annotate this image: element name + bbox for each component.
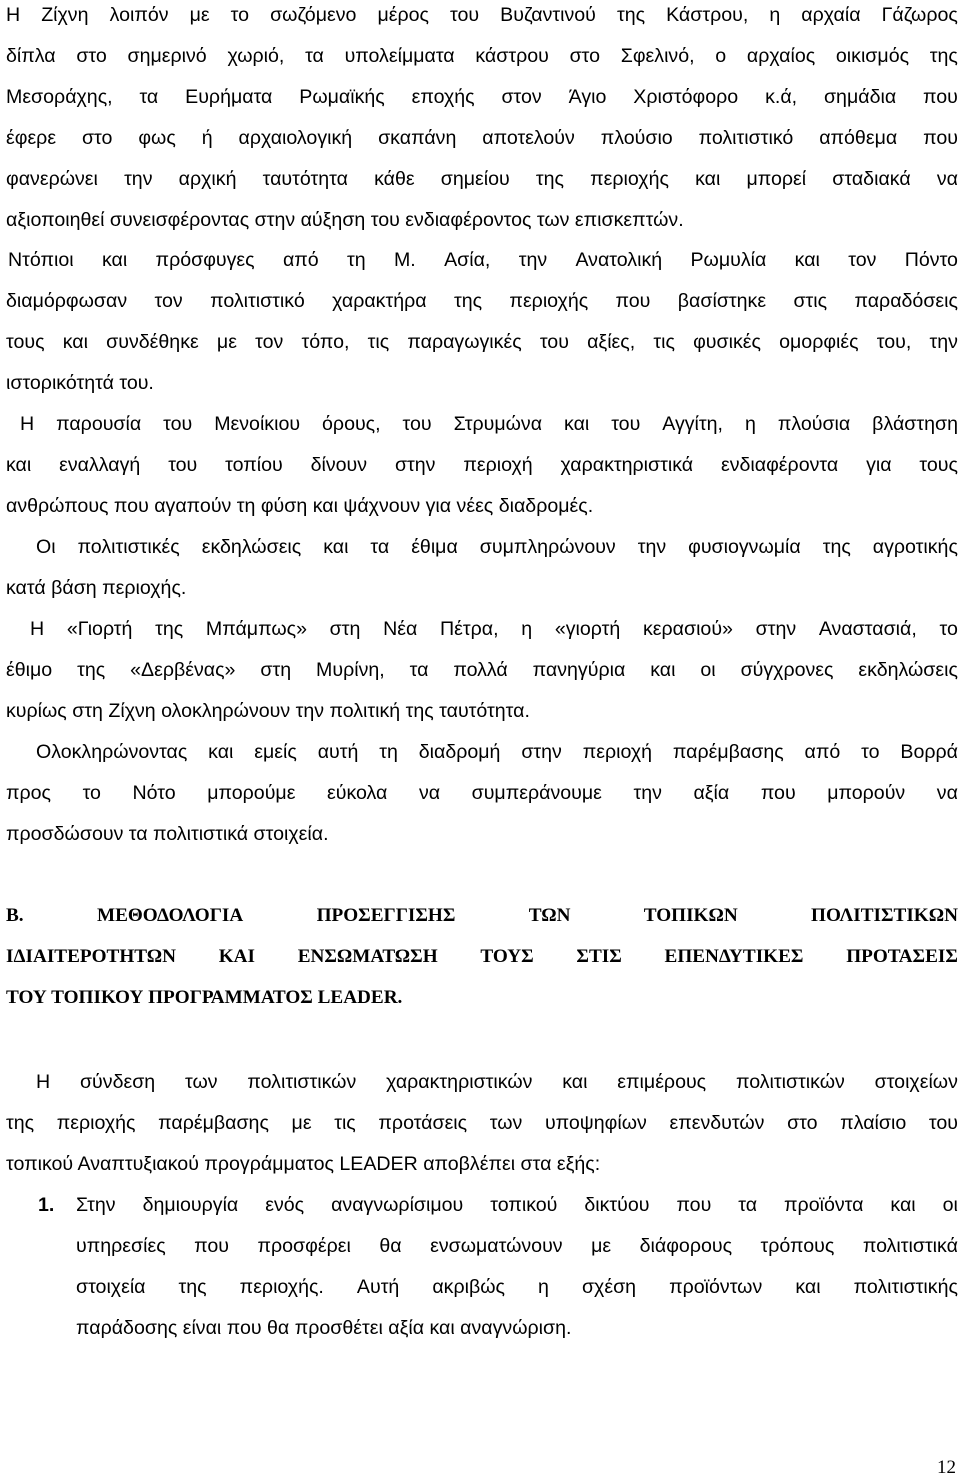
word: οικισμός	[835, 45, 910, 67]
word: το	[861, 741, 880, 763]
word: της	[77, 659, 106, 681]
word: τοπικού	[490, 1194, 558, 1216]
word: ΣΤΙΣ	[576, 946, 622, 967]
word: τα	[370, 536, 390, 558]
word: στην	[394, 454, 436, 476]
word: τη	[379, 741, 398, 763]
word: που	[615, 290, 651, 312]
word: σωζόμενο	[270, 4, 357, 26]
word: στοιχείων	[874, 1071, 958, 1093]
paragraph-1-line-1	[6, 3, 958, 27]
word: και	[6, 454, 32, 476]
paragraph-5-line-3: κυρίως στη Ζίχνη ολοκληρώνουν την πολιτική της ταυτότητα.	[6, 700, 530, 722]
word: με	[291, 1112, 312, 1134]
word: Νότο	[132, 782, 176, 804]
word: και	[208, 741, 234, 763]
word: ο	[715, 45, 727, 67]
word: εκδηλώσεις	[201, 536, 302, 558]
paragraph-5-line-2	[6, 658, 958, 682]
word: Β.	[6, 905, 24, 926]
word: δικτύου	[584, 1194, 650, 1216]
word: παρέμβασης	[672, 741, 784, 763]
word: χαρακτήρα	[332, 290, 427, 312]
word: απόθεμα	[819, 127, 898, 149]
word: δίνουν	[310, 454, 368, 476]
word: περιοχής	[590, 168, 669, 190]
word: τρόπους	[760, 1235, 835, 1257]
word: Άγιο	[568, 86, 607, 108]
word: Στρυμώνα	[453, 413, 543, 435]
word: και	[695, 168, 721, 190]
word: ενδιαφέροντα	[720, 454, 839, 476]
word: Η	[36, 1071, 51, 1093]
word: Ασία,	[444, 249, 491, 271]
word: στη	[260, 659, 292, 681]
word: σημερινό	[127, 45, 207, 67]
word: όρους,	[322, 413, 381, 435]
word: τα	[738, 1194, 758, 1216]
paragraph-3-line-2	[6, 453, 958, 477]
word: σταδιακά	[832, 168, 911, 190]
word: που	[923, 86, 958, 108]
word: Μ.	[393, 249, 416, 271]
word: Οι	[36, 536, 56, 558]
word: της	[616, 4, 646, 26]
word: πολιτιστικό	[698, 127, 794, 149]
word: «Γιορτή	[66, 618, 133, 640]
paragraph-2-line-4: ιστορικότητά του.	[6, 372, 154, 394]
word: δίπλα	[6, 45, 56, 67]
word: δημιουργία	[142, 1194, 239, 1216]
word: προτάσεις	[378, 1112, 468, 1134]
word: την	[633, 782, 662, 804]
word: διάφορους	[639, 1235, 733, 1257]
word: σύγχρονες	[740, 659, 834, 681]
word: το	[939, 618, 958, 640]
word: στον	[501, 86, 542, 108]
word: «Δερβένας»	[130, 659, 236, 681]
word: του	[168, 454, 198, 476]
word: την	[929, 331, 958, 353]
word: προϊόντων	[669, 1276, 763, 1298]
word: σχέση	[581, 1276, 637, 1298]
word: που	[760, 782, 796, 804]
word: τις	[334, 1112, 356, 1134]
word: εύκολα	[327, 782, 388, 804]
word: συμπληρώνουν	[479, 536, 616, 558]
word: τον	[848, 249, 877, 271]
paragraph-4-line-2: κατά βάση περιοχής.	[6, 577, 187, 599]
word: εμείς	[254, 741, 297, 763]
word: που	[676, 1194, 712, 1216]
word: ταυτότητα	[262, 168, 348, 190]
word: Πέτρα,	[440, 618, 499, 640]
word: υπολείμματα	[344, 45, 455, 67]
word: φανερώνει	[6, 168, 98, 190]
word: τη	[347, 249, 366, 271]
word: του	[928, 1112, 958, 1134]
word: ΤΟΥΣ	[480, 946, 534, 967]
word: της	[929, 45, 958, 67]
word: Γάζωρος	[881, 4, 958, 26]
word: μπορούμε	[207, 782, 296, 804]
paragraph-7-line-2	[6, 1111, 958, 1135]
word: του	[402, 413, 432, 435]
word: σημάδια	[823, 86, 897, 108]
word: προϊόντα	[784, 1194, 864, 1216]
word: την	[518, 249, 548, 271]
word: πλούσια	[777, 413, 851, 435]
word: από	[282, 249, 319, 271]
word: ΕΠΕΝΔΥΤΙΚΕΣ	[664, 946, 804, 967]
word: βασίστηκε	[677, 290, 767, 312]
word: Ολοκληρώνοντας	[36, 741, 188, 763]
word: έθιμα	[411, 536, 458, 558]
word: Αγγίτη,	[662, 413, 723, 435]
word: φυσιογνωμία	[688, 536, 801, 558]
word: να	[418, 782, 441, 804]
word: πολλά	[453, 659, 508, 681]
word: σύνδεση	[79, 1071, 156, 1093]
word: ΚΑΙ	[218, 946, 255, 967]
word: η	[521, 618, 533, 640]
word: ΠΡΟΤΑΣΕΙΣ	[846, 946, 958, 967]
word: λοιπόν	[109, 4, 169, 26]
word: ΤΩΝ	[528, 905, 571, 926]
word: ΜΕΘΟΔΟΛΟΓΙΑ	[96, 905, 244, 926]
word: στο	[76, 45, 107, 67]
word: αξία	[693, 782, 730, 804]
word: με	[189, 4, 210, 26]
word: που	[194, 1235, 229, 1257]
word: πρόσφυγες	[155, 249, 255, 271]
word: εποχής	[411, 86, 475, 108]
word: αγροτικής	[872, 536, 958, 558]
word: την	[124, 168, 153, 190]
paragraph-1-line-2	[6, 44, 958, 68]
word: με	[216, 331, 237, 353]
word: να	[936, 168, 958, 190]
paragraph-2-line-1	[8, 248, 958, 272]
word: αυτή	[317, 741, 359, 763]
word: ΙΔΙΑΙΤΕΡΟΤΗΤΩΝ	[6, 946, 176, 967]
paragraph-7-line-3: τοπικού Αναπτυξιακού προγράμματος LEADER αποβλέπει στα εξής:	[6, 1153, 601, 1175]
word: μέρος	[377, 4, 429, 26]
word: ΕΝΣΩΜΑΤΩΣΗ	[297, 946, 438, 967]
word: και	[564, 413, 590, 435]
word: Μπάμπως»	[205, 618, 307, 640]
word: προς	[6, 782, 52, 804]
word: διαμόρφωσαν	[6, 290, 128, 312]
word: πολιτιστικά	[862, 1235, 958, 1257]
word: αρχαιολογική	[238, 127, 353, 149]
word: Μεσοράχης,	[6, 86, 113, 108]
word: η	[744, 413, 756, 435]
word: το	[230, 4, 250, 26]
word: τις	[367, 331, 390, 353]
word: μπορεί	[746, 168, 807, 190]
section-heading-line-1	[6, 904, 958, 928]
paragraph-2-line-2	[6, 289, 958, 313]
word: στοιχεία	[76, 1276, 146, 1298]
word: το	[82, 782, 101, 804]
word: αρχαίος	[746, 45, 816, 67]
word: τα	[305, 45, 324, 67]
paragraph-6-line-1	[36, 740, 958, 764]
word: «γιορτή	[554, 618, 621, 640]
word: Η	[20, 413, 35, 435]
word: Ρωμυλία	[690, 249, 767, 271]
word: κερασιού»	[642, 618, 733, 640]
word: πλαίσιο	[840, 1112, 907, 1134]
word: ομορφιές	[779, 331, 859, 353]
word: τοπίου	[225, 454, 283, 476]
word: ενός	[265, 1194, 305, 1216]
word: αξίες,	[587, 331, 636, 353]
word: τον	[154, 290, 183, 312]
word: Ζίχνη	[41, 4, 89, 26]
word: της	[178, 1276, 207, 1298]
word: έθιμο	[6, 659, 53, 681]
word: συνδέθηκε	[106, 331, 199, 353]
word: του	[611, 413, 641, 435]
word: και	[794, 249, 820, 271]
word: του,	[876, 331, 912, 353]
word: στις	[793, 290, 828, 312]
paragraph-6-line-3: προσδώσουν τα πολιτιστικά στοιχεία.	[6, 823, 329, 845]
word: πλούσιο	[600, 127, 673, 149]
list-item-line-3	[76, 1275, 958, 1299]
paragraph-7-line-1	[36, 1070, 958, 1094]
word: κάθε	[374, 168, 415, 190]
word: και	[562, 1071, 588, 1093]
word: στην	[755, 618, 797, 640]
word: Βυζαντινού	[500, 4, 596, 26]
paragraph-2-line-3	[6, 330, 958, 354]
word: οι	[942, 1194, 958, 1216]
word: Ανατολική	[575, 249, 663, 271]
word: Ευρήματα	[185, 86, 273, 108]
word: έφερε	[6, 127, 57, 149]
word: τους	[919, 454, 958, 476]
list-item-line-4: παράδοσης είναι που θα προσθέτει αξία και αναγνώριση.	[76, 1317, 572, 1339]
paragraph-1-line-4	[6, 126, 958, 150]
word: Πόντο	[904, 249, 958, 271]
word: και	[890, 1194, 916, 1216]
word: Νέα	[383, 618, 418, 640]
word: των	[185, 1071, 218, 1093]
paragraph-6-line-2	[6, 781, 958, 805]
word: της	[6, 1112, 35, 1134]
word: πολιτιστικές	[77, 536, 180, 558]
section-heading-line-2	[6, 945, 958, 969]
paragraph-1-line-6: αξιοποιηθεί συνεισφέροντας στην αύξηση του ενδιαφέροντος των επισκεπτών.	[6, 209, 684, 231]
word: ακριβώς	[432, 1276, 505, 1298]
word: Η	[6, 4, 21, 26]
word: της	[822, 536, 851, 558]
word: Μυρίνη,	[316, 659, 385, 681]
list-item-number: 1.	[38, 1194, 55, 1216]
word: να	[936, 782, 958, 804]
word: της	[155, 618, 184, 640]
word: ΤΟΠΙΚΩΝ	[643, 905, 738, 926]
word: και	[323, 536, 349, 558]
word: που	[923, 127, 958, 149]
word: σημείου	[440, 168, 510, 190]
word: περιοχής	[56, 1112, 136, 1134]
word: κ.ά,	[765, 86, 798, 108]
word: προσφέρει	[257, 1235, 351, 1257]
word: στο	[787, 1112, 818, 1134]
word: της	[535, 168, 564, 190]
word: τα	[139, 86, 159, 108]
word: και	[101, 249, 128, 271]
word: η	[538, 1276, 549, 1298]
paragraph-1-line-5	[6, 167, 958, 191]
word: μπορούν	[827, 782, 906, 804]
word: φως	[138, 127, 176, 149]
word: θα	[379, 1235, 402, 1257]
word: η	[769, 4, 781, 26]
word: πολιτιστικών	[247, 1071, 357, 1093]
paragraph-4-line-1	[36, 535, 958, 559]
word: του	[539, 331, 569, 353]
word: εναλλαγή	[59, 454, 141, 476]
word: στο	[569, 45, 601, 67]
word: περιοχή	[463, 454, 533, 476]
word: αρχαία	[801, 4, 861, 26]
word: χωριό,	[227, 45, 285, 67]
word: Ρωμαϊκής	[299, 86, 385, 108]
word: ΠΡΟΣΕΓΓΙΣΗΣ	[316, 905, 456, 926]
word: πολιτιστικών	[735, 1071, 845, 1093]
word: Βορρά	[900, 741, 958, 763]
word: του	[450, 4, 480, 26]
word: Αυτή	[356, 1276, 400, 1298]
word: συμπεράνουμε	[471, 782, 602, 804]
word: Ντόπιοι	[8, 249, 74, 271]
word: αρχική	[178, 168, 237, 190]
word: πανηγύρια	[532, 659, 626, 681]
word: τον	[255, 331, 284, 353]
word: Κάστρου,	[666, 4, 749, 26]
word: τις	[653, 331, 675, 353]
word: παρέμβασης	[158, 1112, 269, 1134]
word: Χριστόφορο	[633, 86, 739, 108]
word: ενσωματώνουν	[430, 1235, 563, 1257]
paragraph-1-line-3	[6, 85, 958, 109]
word: ΠΟΛΙΤΙΣΤΙΚΩΝ	[811, 905, 958, 926]
word: τόπο,	[301, 331, 350, 353]
word: Στην	[76, 1194, 116, 1216]
word: με	[591, 1235, 612, 1257]
page-number: 12	[937, 1457, 956, 1478]
word: κάστρου	[475, 45, 549, 67]
word: της	[453, 290, 483, 312]
list-item-line-2	[76, 1234, 958, 1258]
word: περιοχής.	[239, 1276, 324, 1298]
word: παρουσία	[56, 413, 142, 435]
word: πολιτιστικό	[210, 290, 305, 312]
word: Μενοίκιου	[214, 413, 301, 435]
word: την	[637, 536, 667, 558]
word: παραγωγικές	[407, 331, 522, 353]
word: στο	[81, 127, 113, 149]
list-item-line-1	[76, 1193, 958, 1217]
word: και	[650, 659, 676, 681]
word: για	[866, 454, 892, 476]
word: παραδόσεις	[854, 290, 958, 312]
word: Η	[30, 618, 45, 640]
word: περιοχή	[582, 741, 653, 763]
word: πολιτιστικής	[853, 1276, 958, 1298]
word: υποψηφίων	[544, 1112, 647, 1134]
word: περιοχής	[509, 290, 589, 312]
word: φυσικές	[693, 331, 761, 353]
word: τους	[6, 331, 45, 353]
word: εκδηλώσεις	[858, 659, 958, 681]
paragraph-5-line-1	[30, 617, 958, 641]
word: βλάστηση	[872, 413, 958, 435]
word: αναγνωρίσιμου	[331, 1194, 464, 1216]
word: των	[489, 1112, 523, 1134]
word: επιμέρους	[617, 1071, 707, 1093]
word: χαρακτηριστικά	[560, 454, 694, 476]
word: από	[804, 741, 841, 763]
word: οι	[700, 659, 716, 681]
word: και	[62, 331, 88, 353]
section-heading-line-3: ΤΟΥ ΤΟΠΙΚΟΥ ΠΡΟΓΡΑΜΜΑΤΟΣ LEADER.	[6, 987, 403, 1008]
word: σκαπάνη	[378, 127, 457, 149]
word: στην	[521, 741, 562, 763]
word: και	[795, 1276, 821, 1298]
word: ή	[201, 127, 213, 149]
word: του	[163, 413, 193, 435]
word: Σφελινό,	[620, 45, 695, 67]
word: αποτελούν	[482, 127, 575, 149]
word: επενδυτών	[669, 1112, 765, 1134]
word: Αναστασιά,	[818, 618, 917, 640]
word: τα	[409, 659, 429, 681]
word: υπηρεσίες	[76, 1235, 166, 1257]
word: διαδρομή	[418, 741, 501, 763]
word: στη	[329, 618, 361, 640]
paragraph-3-line-1	[20, 412, 958, 436]
word: χαρακτηριστικών	[386, 1071, 533, 1093]
paragraph-3-line-3: ανθρώπους που αγαπούν τη φύση και ψάχνουν για νέες διαδρομές.	[6, 495, 594, 517]
